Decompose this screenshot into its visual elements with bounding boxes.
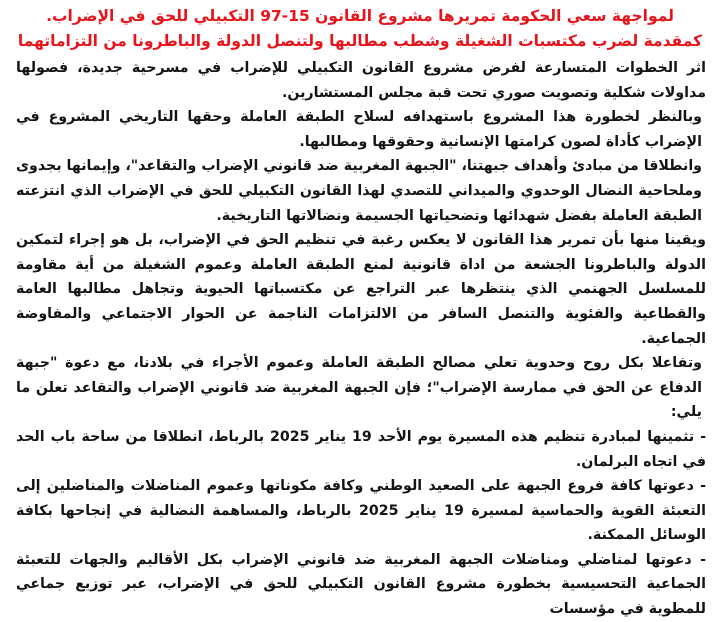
paragraph-conviction: ويقينا منها بأن تمرير هذا القانون لا يعكس رغبة في تنظيم الحق في الإضراب، بل هو إجراء لتمكين الدولة والباطرونا الجشعة من اداة قانونية لمنع الطبقة العاملة وعموم الشغيلة من أية مقاومة للمسلسل الجهنمي الذي ينتظرها عبر التراجع عن مكتسباتها الحيوية وتجاهل مطالبها العامة والقطاعية والفئوية والتنصل السافر من الالتزامات الناجمة عن الحوار الاجتماعي والمفاوضة الجماعية. [16,232,706,347]
list-item-march: - تثمينها لمبادرة تنظيم هذه المسيرة يوم الأحد 19 يناير 2025 بالرباط، انطلاقا من ساحة باب الحد في اتجاه البرلمان. [16,428,706,470]
headline-line-2: كمقدمة لضرب مكتسبات الشغيلة وشطب مطالبها ولتنصل الدولة والباطرونا من التزاماتهما [17,32,703,50]
document-body [0,54,720,622]
paragraph-principles: وانطلاقا من مبادئ وأهداف جبهتنا، "الجبهة المغربية ضد قانوني الإضراب والتقاعد"، وإيمانها بجدوى وملحاحية النضال الوحدوي والميداني للتصدي لهذا القانون التكبيلي للحق في الإضراب الذي انتزعته الطبقة العاملة بفضل شهدائها وتضحياتها الجسيمة ونضالاتها التاريخية. [16,158,702,224]
paragraph-call: وتفاعلا بكل روح وحدوية تعلي مصالح الطبقة العاملة وعموم الأجراء في بلادنا، مع دعوة "جبهة الدفاع عن الحق في ممارسة الإضراب"؛ فإن الجبهة المغربية ضد قانوني الإضراب والتقاعد تعلن ما يلي: [16,355,702,421]
document-headline [0,0,720,54]
list-item-mobilization: - دعوتها كافة فروع الجبهة على الصعيد الوطني وكافة مكوناتها وعموم المناضلات والمناضلين إلى التعبئة القوية والحماسية لمسيرة 19 يناير 2025 بالرباط، والمساهمة النضالية في إنجاحها بكافة الوسائل الممكنة. [16,478,707,544]
paragraph-danger: وبالنظر لخطورة هذا المشروع باستهدافه لسلاح الطبقة العاملة وحقها التاريخي المشروع في الإضراب كأداة لصون كرامتها الإنسانية وحقوقها ومطالبها. [16,109,702,150]
list-item-awareness: - دعوتها لمناضلي ومناضلات الجبهة المغربية ضد قانوني الإضراب بكل الأقاليم والجهات للتعبئة الجماعية التحسيسية بخطورة مشروع القانون التكبيلي للحق في الإضراب، عبر توزيع جماعي للمطوية في مؤسسات [16,551,706,618]
paragraph-intro: اثر الخطوات المتسارعة لفرض مشروع القانون التكبيلي للإضراب في مسرحية جديدة، فصولها مداولات شكلية وتصويت صوري تحت قبة مجلس المستشارين. [16,60,706,101]
headline-line-1: لمواجهة سعي الحكومة تمريرها مشروع القانون 15-97 التكبيلي للحق في الإضراب. [46,7,674,25]
